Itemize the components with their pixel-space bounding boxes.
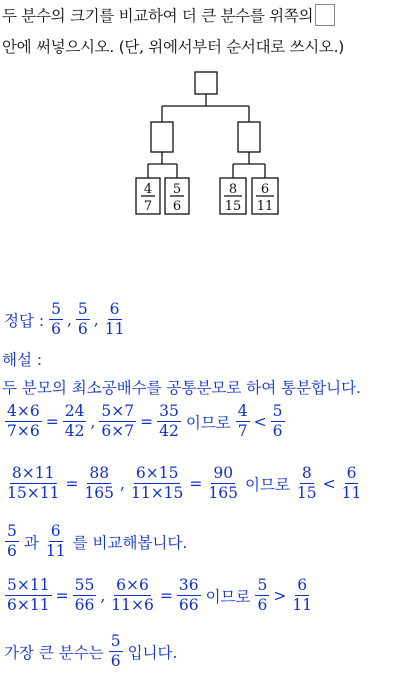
conclusion-word: 이므로 xyxy=(185,413,231,432)
largest-fraction: $\frac{5}{6}$ xyxy=(110,632,121,670)
result-fraction: $\frac{24}{42}$ xyxy=(64,402,85,440)
explanation-conclusion: 가장 큰 분수는 $\frac{5}{6}$ 입니다. xyxy=(4,632,178,670)
compare-fraction: $\frac{4}{7}$ xyxy=(237,402,248,440)
conclusion-word: 이므로 xyxy=(245,475,290,494)
expr-fraction: $\frac{8\times 11}{15\times 11}$ xyxy=(7,464,60,502)
answer-fraction-1: $\frac{5}{6}$ xyxy=(51,300,61,338)
question-line-2: 안에 써넣으시오. (단, 위에서부터 순서대로 쓰시오.) xyxy=(2,38,344,56)
expr-fraction: $\frac{6\times 6}{11\times 6}$ xyxy=(111,576,154,614)
explanation-row-3: $\frac{5}{6}$ 과 $\frac{6}{11}$ 를 비교해봅니다. xyxy=(7,522,188,560)
expr-fraction: $\frac{5\times 11}{6\times 11}$ xyxy=(7,576,50,614)
expr-fraction: $\frac{6\times 15}{11\times 15}$ xyxy=(130,464,184,502)
compare-operator: < xyxy=(253,412,267,431)
leaf-4-den: 11 xyxy=(256,199,274,214)
answer-label: 정답 : xyxy=(4,311,45,330)
leaf-1-den: 7 xyxy=(143,199,153,214)
explanation-label: 해설 : xyxy=(2,351,43,369)
mid-box-left xyxy=(151,122,173,152)
result-fraction: $\frac{55}{66}$ xyxy=(74,576,95,614)
compare-fraction: $\frac{5}{6}$ xyxy=(272,402,283,440)
answer-fraction-2: $\frac{5}{6}$ xyxy=(77,300,88,338)
explanation-row-2: $\frac{8\times 11}{15\times 11}$ = $\frac{88}{165}$ , $\frac{6\times 15}{11\times 15}$ = $\frac{90}{165}$ 이므로 $\frac{8}{15}$ < $\frac{6}{11}$ xyxy=(7,464,362,502)
expr-fraction: $\frac{5\times 7}{6\times 7}$ xyxy=(101,402,135,440)
answer-blank-box xyxy=(315,4,335,26)
compare-fraction: $\frac{6}{11}$ xyxy=(45,522,66,560)
result-fraction: $\frac{36}{66}$ xyxy=(178,576,199,614)
explanation-intro: 두 분모의 최소공배수를 공통분모로 하여 통분합니다. xyxy=(2,379,361,397)
explanation-row-4: $\frac{5\times 11}{6\times 11}$ = $\frac{55}{66}$ , $\frac{6\times 6}{11\times 6}$ = $\frac{36}{66}$ 이므로 $\frac{5}{6}$ > $\frac{6}{11}$ xyxy=(7,576,313,614)
question-line-1 xyxy=(2,4,335,27)
fraction-tree-diagram xyxy=(0,60,400,280)
compare-fraction: $\frac{8}{15}$ xyxy=(296,464,317,502)
explanation-row-1: $\frac{4\times 6}{7\times 6}$ = $\frac{24}{42}$ , $\frac{5\times 7}{6\times 7}$ = $\frac{35}{42}$ 이므로 $\frac{4}{7}$ < $\frac{5}{6}$ xyxy=(7,402,283,440)
leaf-4-num: 6 xyxy=(260,182,270,197)
compare-fraction: $\frac{5}{6}$ xyxy=(257,576,268,614)
result-fraction: $\frac{88}{165}$ xyxy=(84,464,115,502)
answer-row: 정답 : $\frac{5}{6}$ , $\frac{5}{6}$ , $\frac{6}{11}$ xyxy=(4,300,125,338)
compare-fraction: $\frac{6}{11}$ xyxy=(341,464,362,502)
result-fraction: $\frac{90}{165}$ xyxy=(208,464,238,502)
top-box xyxy=(195,72,217,94)
leaf-2-den: 6 xyxy=(172,199,182,214)
leaf-1-num: 4 xyxy=(143,182,153,197)
leaf-2-num: 5 xyxy=(172,182,182,197)
leaf-3-num: 8 xyxy=(228,182,238,197)
compare-operator: < xyxy=(322,474,336,493)
expr-fraction: $\frac{4\times 6}{7\times 6}$ xyxy=(7,402,40,440)
result-fraction: $\frac{35}{42}$ xyxy=(159,402,179,440)
leaf-3-den: 15 xyxy=(224,199,242,214)
answer-fraction-3: $\frac{6}{11}$ xyxy=(104,300,125,338)
conclusion-word: 이므로 xyxy=(205,587,251,606)
compare-fraction: $\frac{6}{11}$ xyxy=(292,576,313,614)
mid-box-right xyxy=(238,122,260,152)
compare-operator: > xyxy=(273,586,287,605)
question-text-1: 두 분수의 크기를 비교하여 더 큰 분수를 위쪽의 xyxy=(2,7,314,25)
compare-fraction: $\frac{5}{6}$ xyxy=(7,522,17,560)
